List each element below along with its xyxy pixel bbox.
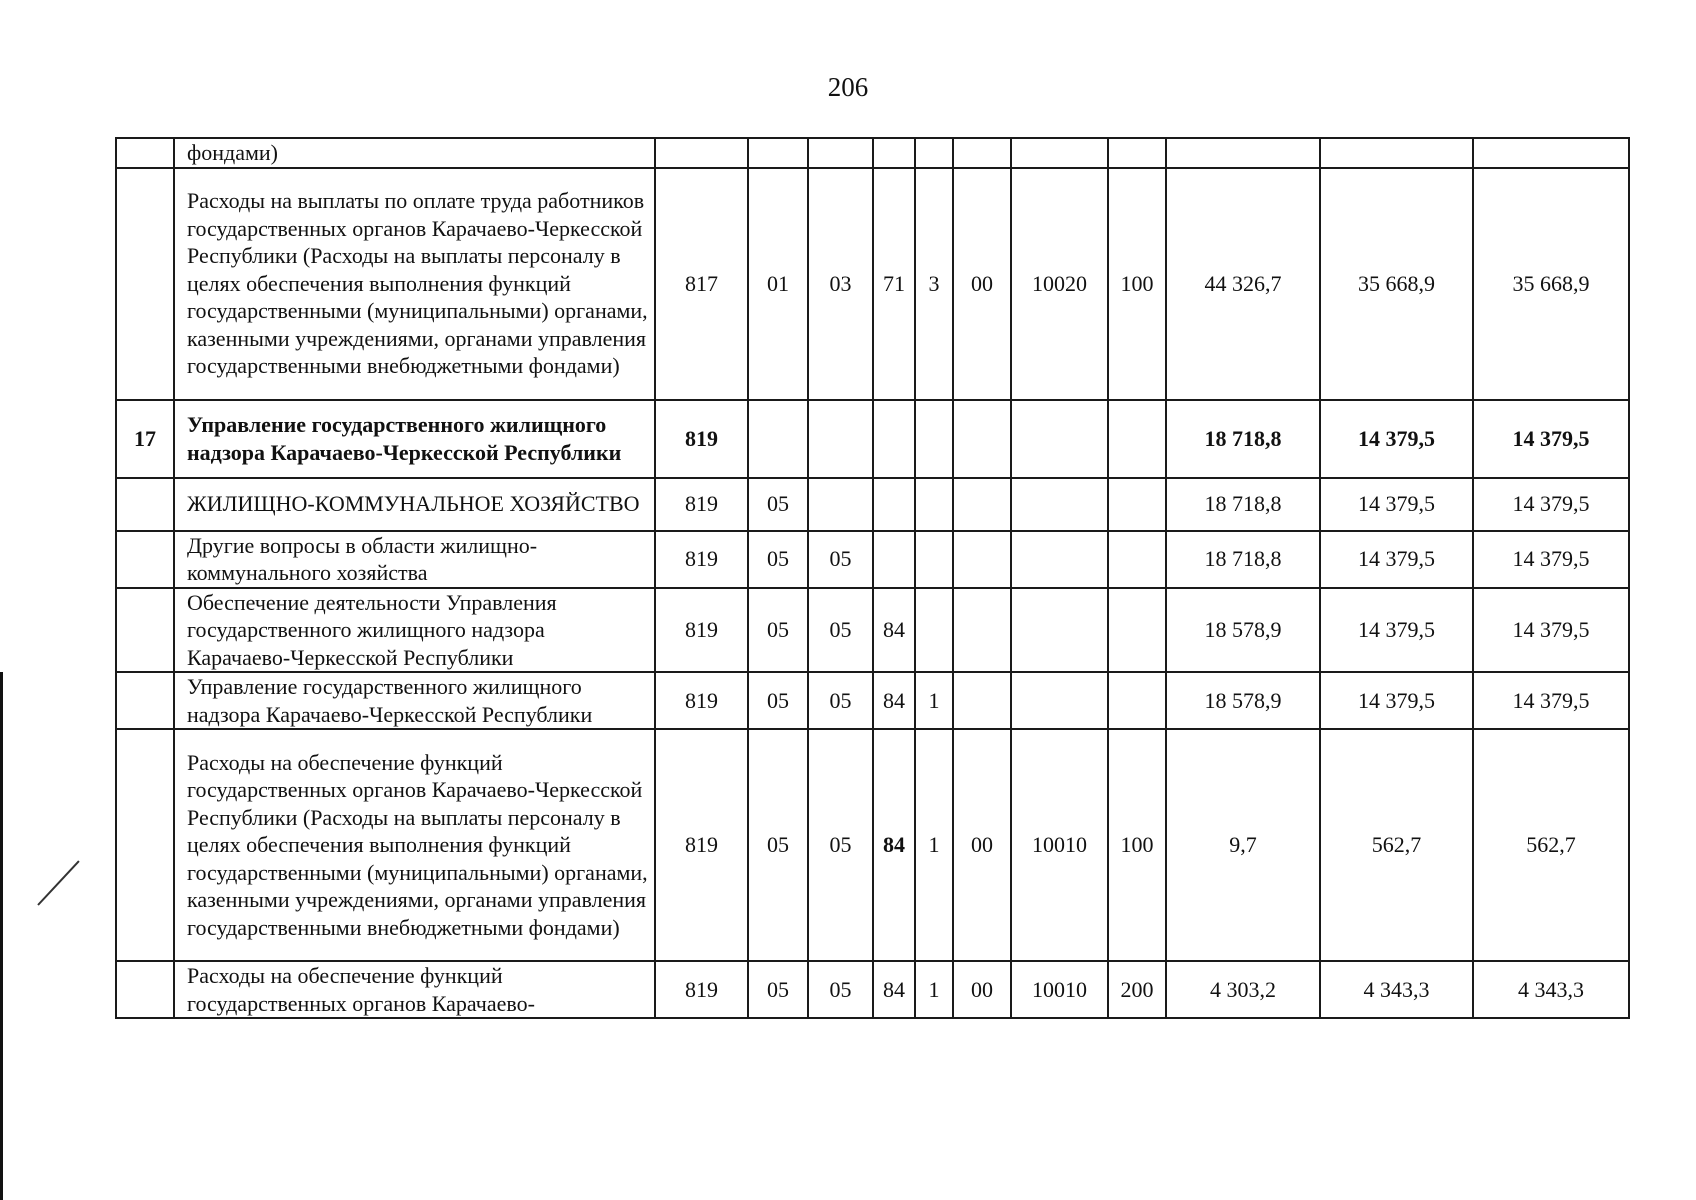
expense-type-code: 100 (1108, 729, 1166, 961)
amount-year-2: 14 379,5 (1320, 588, 1473, 673)
amount-year-3: 35 668,9 (1473, 168, 1629, 400)
budget-table (115, 137, 1630, 1019)
subprogram-code (915, 400, 953, 478)
row-description: Расходы на обеспечение функций государственных органов Карачаево-Черкесской Республики (Расходы на выплаты персоналу в целях обеспечения выполнения функций государственными (муниципальными) органами, казенными учреждениями, органами управления государственными внебюджетными фондами) (174, 729, 655, 961)
subsection-code (808, 138, 873, 168)
amount-year-1: 18 718,8 (1166, 531, 1320, 588)
row-description: Обеспечение деятельности Управления государственного жилищного надзора Карачаево-Черкесской Республики (174, 588, 655, 673)
subsection-code: 05 (808, 961, 873, 1018)
direction-code (953, 478, 1011, 531)
amount-year-1: 18 718,8 (1166, 400, 1320, 478)
amount-year-2: 35 668,9 (1320, 168, 1473, 400)
section-code: 05 (748, 478, 808, 531)
direction-code (953, 138, 1011, 168)
amount-year-2: 14 379,5 (1320, 400, 1473, 478)
subsection-code: 05 (808, 672, 873, 729)
expense-code (1011, 531, 1108, 588)
expense-code: 10010 (1011, 729, 1108, 961)
row-description: Управление государственного жилищного надзора Карачаево-Черкесской Республики (174, 400, 655, 478)
amount-year-1: 18 718,8 (1166, 478, 1320, 531)
amount-year-2: 562,7 (1320, 729, 1473, 961)
direction-code (953, 588, 1011, 673)
row-number (116, 138, 174, 168)
subprogram-code: 3 (915, 168, 953, 400)
row-number (116, 961, 174, 1018)
program-code: 71 (873, 168, 915, 400)
amount-year-1: 44 326,7 (1166, 168, 1320, 400)
subprogram-code (915, 588, 953, 673)
subprogram-code (915, 531, 953, 588)
subprogram-code: 1 (915, 961, 953, 1018)
row-number (116, 672, 174, 729)
amount-year-1: 4 303,2 (1166, 961, 1320, 1018)
table-row (116, 400, 1629, 478)
row-number: 17 (116, 400, 174, 478)
subprogram-code: 1 (915, 672, 953, 729)
row-number (116, 729, 174, 961)
subsection-code: 03 (808, 168, 873, 400)
grbs-code: 819 (655, 588, 748, 673)
amount-year-3 (1473, 138, 1629, 168)
expense-code: 10020 (1011, 168, 1108, 400)
amount-year-3: 562,7 (1473, 729, 1629, 961)
program-code (873, 138, 915, 168)
program-code: 84 (873, 672, 915, 729)
row-number (116, 531, 174, 588)
amount-year-1: 18 578,9 (1166, 588, 1320, 673)
program-code (873, 400, 915, 478)
amount-year-2: 4 343,3 (1320, 961, 1473, 1018)
expense-type-code (1108, 588, 1166, 673)
subsection-code: 05 (808, 588, 873, 673)
section-code: 05 (748, 961, 808, 1018)
subprogram-code (915, 138, 953, 168)
row-description: Другие вопросы в области жилищно-коммунального хозяйства (174, 531, 655, 588)
amount-year-3: 14 379,5 (1473, 478, 1629, 531)
grbs-code: 819 (655, 531, 748, 588)
amount-year-2: 14 379,5 (1320, 672, 1473, 729)
direction-code: 00 (953, 961, 1011, 1018)
row-number (116, 588, 174, 673)
amount-year-3: 14 379,5 (1473, 531, 1629, 588)
table-row (116, 729, 1629, 961)
table-row (116, 168, 1629, 400)
grbs-code: 819 (655, 400, 748, 478)
expense-code (1011, 588, 1108, 673)
direction-code: 00 (953, 729, 1011, 961)
section-code (748, 400, 808, 478)
direction-code (953, 400, 1011, 478)
section-code: 05 (748, 588, 808, 673)
grbs-code (655, 138, 748, 168)
subsection-code: 05 (808, 729, 873, 961)
program-code (873, 478, 915, 531)
amount-year-2: 14 379,5 (1320, 478, 1473, 531)
amount-year-2 (1320, 138, 1473, 168)
expense-code: 10010 (1011, 961, 1108, 1018)
direction-code (953, 672, 1011, 729)
page-number: 206 (827, 72, 869, 102)
subsection-code: 05 (808, 531, 873, 588)
subsection-code (808, 478, 873, 531)
section-code: 01 (748, 168, 808, 400)
amount-year-2: 14 379,5 (1320, 531, 1473, 588)
row-description: ЖИЛИЩНО-КОММУНАЛЬНОЕ ХОЗЯЙСТВО (174, 478, 655, 531)
table-row (116, 961, 1629, 1018)
expense-code (1011, 478, 1108, 531)
grbs-code: 819 (655, 729, 748, 961)
grbs-code: 819 (655, 961, 748, 1018)
expense-type-code: 200 (1108, 961, 1166, 1018)
expense-type-code (1108, 478, 1166, 531)
program-code (873, 531, 915, 588)
scan-margin-line (0, 672, 3, 1200)
section-code: 05 (748, 531, 808, 588)
section-code: 05 (748, 729, 808, 961)
table-row (116, 138, 1629, 168)
table-row (116, 588, 1629, 673)
grbs-code: 819 (655, 478, 748, 531)
amount-year-3: 14 379,5 (1473, 588, 1629, 673)
amount-year-3: 14 379,5 (1473, 672, 1629, 729)
row-description: фондами) (174, 138, 655, 168)
row-number (116, 478, 174, 531)
direction-code (953, 531, 1011, 588)
expense-code (1011, 672, 1108, 729)
subprogram-code (915, 478, 953, 531)
expense-type-code (1108, 672, 1166, 729)
row-number (116, 168, 174, 400)
expense-type-code (1108, 531, 1166, 588)
section-code: 05 (748, 672, 808, 729)
expense-code (1011, 138, 1108, 168)
amount-year-1: 9,7 (1166, 729, 1320, 961)
row-description: Расходы на выплаты по оплате труда работников государственных органов Карачаево-Черкесской Республики (Расходы на выплаты персоналу в целях обеспечения выполнения функций государственными (муниципальными) органами, казенными учреждениями, органами управления государственными внебюджетными фондами) (174, 168, 655, 400)
program-code: 84 (873, 961, 915, 1018)
expense-type-code (1108, 400, 1166, 478)
amount-year-1 (1166, 138, 1320, 168)
table-row (116, 478, 1629, 531)
grbs-code: 817 (655, 168, 748, 400)
amount-year-3: 14 379,5 (1473, 400, 1629, 478)
amount-year-3: 4 343,3 (1473, 961, 1629, 1018)
table-row (116, 531, 1629, 588)
row-description: Расходы на обеспечение функций государственных органов Карачаево- (174, 961, 655, 1018)
expense-type-code: 100 (1108, 168, 1166, 400)
direction-code: 00 (953, 168, 1011, 400)
grbs-code: 819 (655, 672, 748, 729)
program-code: 84 (873, 588, 915, 673)
amount-year-1: 18 578,9 (1166, 672, 1320, 729)
section-code (748, 138, 808, 168)
expense-code (1011, 400, 1108, 478)
expense-type-code (1108, 138, 1166, 168)
program-code: 84 (873, 729, 915, 961)
table-row (116, 672, 1629, 729)
row-description: Управление государственного жилищного надзора Карачаево-Черкесской Республики (174, 672, 655, 729)
subsection-code (808, 400, 873, 478)
pen-mark (37, 860, 79, 905)
subprogram-code: 1 (915, 729, 953, 961)
